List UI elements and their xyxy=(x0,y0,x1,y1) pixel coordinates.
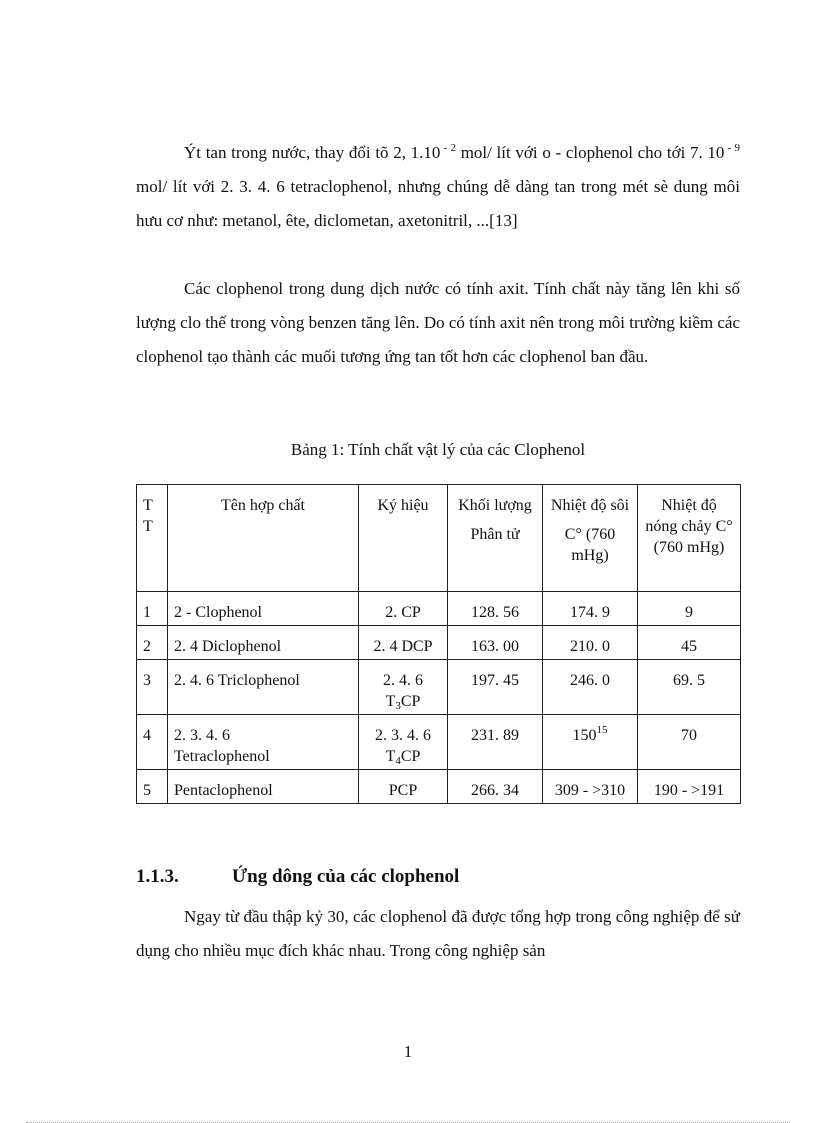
table-row xyxy=(137,715,741,770)
cell-mass: 128. 56 xyxy=(448,592,543,626)
page-number: 1 xyxy=(403,1042,413,1061)
section-number: 1.1.3. xyxy=(136,866,179,887)
symbol-letter: T xyxy=(385,693,396,710)
section-title: Ứng dông của các clophenol xyxy=(232,866,460,887)
symbol-line1: 2. 3. 4. 6 xyxy=(375,727,431,744)
cell-name: 2. 4. 6 Triclophenol xyxy=(168,660,359,715)
name-line2: Tetraclophenol xyxy=(174,748,270,765)
cell-symbol: 2. 4 DCP xyxy=(359,626,448,660)
header-mass-line2: Phân tử xyxy=(470,526,520,543)
symbol-suffix: CP xyxy=(400,693,421,710)
header-boiling xyxy=(543,485,638,592)
name-line1: 2. 3. 4. 6 xyxy=(174,727,230,744)
paragraph-text: mol/ lít với 2. 3. 4. 6 tetraclophenol, nhưng chúng dễ dàng tan trong mét sè dung môi hưu cơ như: metanol, ête, diclometan, axetonitril, ...[13] xyxy=(136,177,740,230)
superscript-exponent: - 9 xyxy=(724,142,740,154)
boiling-superscript: 15 xyxy=(596,724,608,736)
cell-mass: 163. 00 xyxy=(448,626,543,660)
header-mass xyxy=(448,485,543,592)
cell-boiling xyxy=(543,715,638,770)
symbol-subscript: 3 xyxy=(395,700,401,712)
cell-boiling: 210. 0 xyxy=(543,626,638,660)
header-mass-line1: Khối lượng xyxy=(458,497,532,514)
cell-tt: 5 xyxy=(137,770,168,804)
symbol-letter: T xyxy=(385,748,396,765)
paragraph-acidity: Các clophenol trong dung dịch nước có tính axit. Tính chất này tăng lên khi số lượng clo thế trong vòng benzen tăng lên. Do có tính axit nên trong môi trường kiềm các clophenol tạo thành các muối tương ứng tan tốt hơn các clophenol ban đầu. xyxy=(136,279,740,366)
boiling-value: 150 xyxy=(572,727,597,744)
cell-name: 2 - Clophenol xyxy=(168,592,359,626)
table-row xyxy=(137,626,741,660)
paragraph-text: mol/ lít với o - clophenol cho tới 7. 10 xyxy=(456,143,725,162)
cell-mass: 266. 34 xyxy=(448,770,543,804)
cell-symbol xyxy=(359,660,448,715)
header-symbol: Ký hiệu xyxy=(359,485,448,592)
cell-mass: 197. 45 xyxy=(448,660,543,715)
cell-tt: 4 xyxy=(137,715,168,770)
symbol-subscript: 4 xyxy=(395,755,401,767)
cell-melting: 69. 5 xyxy=(638,660,741,715)
paragraph-solubility xyxy=(136,136,740,238)
table-header-row xyxy=(137,485,741,592)
cell-boiling: 246. 0 xyxy=(543,660,638,715)
section-heading xyxy=(136,866,459,888)
table-row xyxy=(137,660,741,715)
superscript-exponent: - 2 xyxy=(440,142,456,154)
cell-melting: 9 xyxy=(638,592,741,626)
cell-tt: 1 xyxy=(137,592,168,626)
header-boil-line1: Nhiệt độ sôi xyxy=(550,497,630,514)
cell-name: 2. 4 Diclophenol xyxy=(168,626,359,660)
header-name: Tên hợp chất xyxy=(168,485,359,592)
cell-melting: 190 - >191 xyxy=(638,770,741,804)
header-boil-line2: C° (760 mHg) xyxy=(564,526,616,564)
cell-boiling: 174. 9 xyxy=(543,592,638,626)
cell-melting: 45 xyxy=(638,626,741,660)
cell-tt: 2 xyxy=(137,626,168,660)
cell-name: Pentaclophenol xyxy=(168,770,359,804)
properties-table xyxy=(136,484,741,804)
header-melting: Nhiệt độ nóng chảy C° (760 mHg) xyxy=(638,485,741,592)
cell-tt: 3 xyxy=(137,660,168,715)
cell-melting: 70 xyxy=(638,715,741,770)
header-tt: T T xyxy=(137,485,168,592)
cell-name xyxy=(168,715,359,770)
table-caption: Bảng 1: Tính chất vật lý của các Clophenol xyxy=(290,440,586,459)
table-row xyxy=(137,592,741,626)
cell-symbol: 2. CP xyxy=(359,592,448,626)
paragraph-text: Ýt tan trong nước, thay đổi tõ 2, 1.10 xyxy=(184,143,441,162)
cell-symbol: PCP xyxy=(359,770,448,804)
symbol-line1: 2. 4. 6 xyxy=(383,672,423,689)
symbol-suffix: CP xyxy=(400,748,421,765)
cell-symbol xyxy=(359,715,448,770)
table-row xyxy=(137,770,741,804)
cell-mass: 231. 89 xyxy=(448,715,543,770)
cell-boiling: 309 - >310 xyxy=(543,770,638,804)
paragraph-applications: Ngay từ đầu thập kỷ 30, các clophenol đã được tổng hợp trong công nghiệp để sử dụng cho nhiều mục đích khác nhau. Trong công nghiệp sản xyxy=(136,907,740,960)
